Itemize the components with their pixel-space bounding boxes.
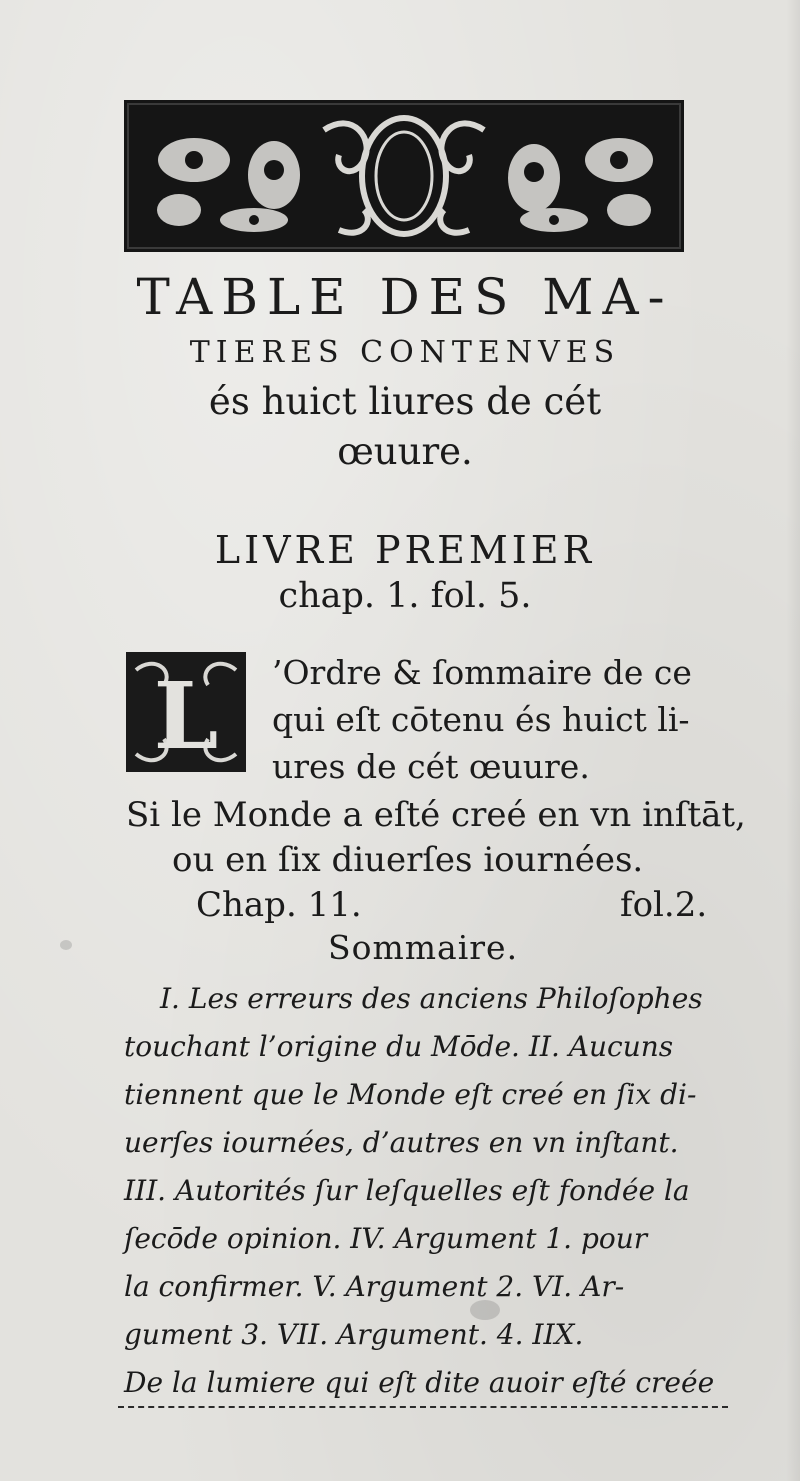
- chapter2-title-line-1: Si le Monde a eſté creé en vn inſtāt,: [126, 795, 746, 835]
- chapter2-folio: fol.2.: [620, 885, 708, 925]
- decorated-initial-icon: [124, 650, 248, 774]
- bottom-rule: [118, 1406, 728, 1410]
- sommaire-heading: Sommaire.: [328, 928, 519, 967]
- ornamental-headpiece: [124, 100, 684, 252]
- summary-line: gument 3. VII. Argument. 4. IIX.: [124, 1318, 584, 1351]
- ink-spot: [470, 1300, 500, 1320]
- chapter-reference: chap. 1. fol. 5.: [278, 576, 532, 616]
- summary-line: I. Les erreurs des anciens Philoſophes: [160, 982, 703, 1015]
- summary-line: uerſes iournées, d’autres en vn inſtant.: [124, 1126, 679, 1159]
- summary-line: tiennent que le Monde eſt creé en ſix di-: [124, 1078, 697, 1111]
- intro-line-1: ’Ordre & ſommaire de ce: [272, 653, 692, 692]
- ink-spot: [60, 940, 72, 950]
- chapter2-number: Chap. 11.: [196, 885, 362, 925]
- summary-line: ſecōde opinion. IV. Argument 1. pour: [124, 1222, 648, 1255]
- summary-line: III. Autorités ſur leſquelles eſt fondée la: [124, 1174, 690, 1207]
- book-title: LIVRE PREMIER: [214, 528, 596, 572]
- intro-line-2: qui eſt cōtenu és huict li-: [272, 700, 690, 739]
- heading-line-4: œuure.: [337, 430, 473, 473]
- chapter2-title-line-2: ou en ſix diuerſes iournées.: [172, 840, 644, 880]
- heading-line-1: TABLE DES MA-: [136, 268, 674, 326]
- dropcap-letter: L: [153, 662, 219, 770]
- summary-line: touchant l’origine du Mōde. II. Aucuns: [124, 1030, 674, 1063]
- heading-line-3: és huict liures de cét: [208, 380, 602, 423]
- summary-line: De la lumiere qui eſt dite auoir eſté creée: [124, 1366, 715, 1399]
- heading-line-2: TIERES CONTENVES: [189, 335, 621, 370]
- intro-line-3: ures de cét œuure.: [272, 747, 590, 786]
- summary-line: la confirmer. V. Argument 2. VI. Ar-: [124, 1270, 625, 1303]
- page-edge-shadow: [786, 0, 800, 1481]
